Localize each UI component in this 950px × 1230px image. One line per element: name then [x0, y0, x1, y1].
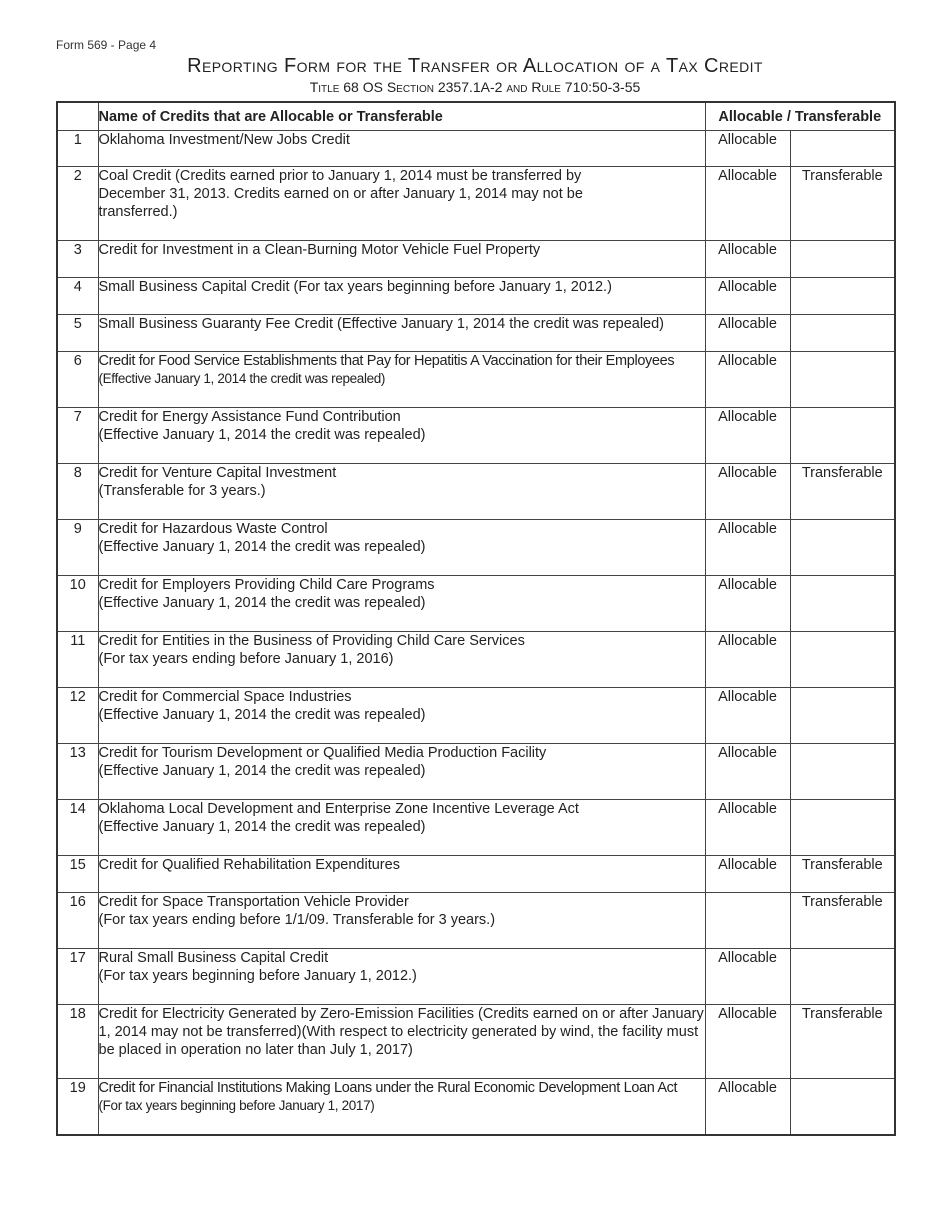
- table-row: [57, 800, 895, 856]
- row-number: 9: [57, 520, 98, 576]
- credit-name: Credit for Entities in the Business of Providing Child Care Services: [98, 633, 525, 649]
- credit-name: Credit for Space Transportation Vehicle Provider: [98, 894, 409, 910]
- allocable-cell: Allocable: [705, 688, 790, 744]
- table-row: [57, 744, 895, 800]
- credit-name-cell: [98, 688, 705, 744]
- credit-name-cell: [98, 800, 705, 856]
- credit-name: Credit for Venture Capital Investment: [98, 465, 337, 481]
- row-number: 15: [57, 856, 98, 893]
- row-number: 11: [57, 632, 98, 688]
- credit-name-cell: [98, 744, 705, 800]
- transferable-cell: Transferable: [790, 167, 895, 241]
- allocable-cell: Allocable: [705, 131, 790, 167]
- table-row: [57, 315, 895, 352]
- credit-name-cell: [98, 278, 705, 315]
- transferable-cell: [790, 1079, 895, 1135]
- credit-name-cell: [98, 241, 705, 278]
- page-label: Form 569 - Page 4: [56, 38, 157, 52]
- allocable-cell: Allocable: [705, 800, 790, 856]
- row-number: 6: [57, 352, 98, 408]
- table-row: [57, 632, 895, 688]
- credit-note: (For tax years beginning before January 1, 2012.): [98, 968, 417, 984]
- allocable-cell: Allocable: [705, 167, 790, 241]
- row-number: 13: [57, 744, 98, 800]
- allocable-cell: Allocable: [705, 520, 790, 576]
- credit-name: Credit for Investment in a Clean-Burning Motor Vehicle Fuel Property: [98, 242, 541, 258]
- credit-note: (Effective January 1, 2014 the credit was repealed): [98, 371, 386, 386]
- credit-name: Oklahoma Investment/New Jobs Credit: [98, 132, 350, 148]
- table-row: [57, 1005, 895, 1079]
- row-number: 18: [57, 1005, 98, 1079]
- allocable-cell: Allocable: [705, 632, 790, 688]
- transferable-cell: [790, 576, 895, 632]
- credit-note: (Effective January 1, 2014 the credit was repealed): [98, 539, 426, 555]
- credit-name-cell: [98, 131, 705, 167]
- credit-note: (Effective January 1, 2014 the credit was repealed): [98, 427, 426, 443]
- table-row: [57, 576, 895, 632]
- credit-name: Small Business Guaranty Fee Credit (Effective January 1, 2014 the credit was repealed): [98, 316, 665, 332]
- transferable-cell: [790, 315, 895, 352]
- credit-name: Small Business Capital Credit (For tax years beginning before January 1, 2012.): [98, 279, 612, 295]
- credit-name-cell: [98, 1005, 705, 1079]
- table-row: [57, 408, 895, 464]
- transferable-cell: Transferable: [790, 893, 895, 949]
- transferable-cell: [790, 800, 895, 856]
- credit-name-cell: [98, 949, 705, 1005]
- table-row: [57, 352, 895, 408]
- table-row: [57, 893, 895, 949]
- table-row: [57, 856, 895, 893]
- credit-name: Credit for Financial Institutions Making Loans under the Rural Economic Development Loan Act: [98, 1080, 678, 1096]
- allocable-cell: Allocable: [705, 1079, 790, 1135]
- allocable-cell: Allocable: [705, 408, 790, 464]
- credit-name: Oklahoma Local Development and Enterprise Zone Incentive Leverage Act: [98, 801, 579, 817]
- allocable-cell: Allocable: [705, 241, 790, 278]
- column-header-number: [57, 102, 98, 131]
- transferable-cell: [790, 520, 895, 576]
- row-number: 4: [57, 278, 98, 315]
- credit-name: Credit for Commercial Space Industries: [98, 689, 352, 705]
- table-row: [57, 131, 895, 167]
- row-number: 19: [57, 1079, 98, 1135]
- credit-name: Credit for Electricity Generated by Zero-Emission Facilities (Credits earned on or after January 1, 2014 may not be transferred)(With respect to electricity generated by wind, the facility must be placed in operation no later than July 1, 2017): [98, 1006, 704, 1058]
- credit-note: (For tax years beginning before January 1, 2017): [98, 1098, 375, 1113]
- allocable-cell: Allocable: [705, 1005, 790, 1079]
- form-subtitle: Title 68 OS Section 2357.1A-2 and Rule 710:50-3-55: [309, 79, 641, 95]
- credit-name: Credit for Employers Providing Child Care Programs: [98, 577, 435, 593]
- allocable-cell: Allocable: [705, 315, 790, 352]
- credit-name: Credit for Tourism Development or Qualified Media Production Facility: [98, 745, 547, 761]
- transferable-cell: Transferable: [790, 856, 895, 893]
- credit-note: (Effective January 1, 2014 the credit was repealed): [98, 819, 426, 835]
- credit-name: Coal Credit (Credits earned prior to January 1, 2014 must be transferred by December 31, 2013. Credits earned on or after January 1, 2014 may not be transferred.): [98, 168, 583, 220]
- table-row: [57, 278, 895, 315]
- transferable-cell: Transferable: [790, 464, 895, 520]
- credit-note: (Effective January 1, 2014 the credit was repealed): [98, 595, 426, 611]
- row-number: 14: [57, 800, 98, 856]
- credit-name-cell: [98, 408, 705, 464]
- row-number: 10: [57, 576, 98, 632]
- table-row: [57, 167, 895, 241]
- credit-note: (Transferable for 3 years.): [98, 483, 266, 499]
- row-number: 2: [57, 167, 98, 241]
- row-number: 7: [57, 408, 98, 464]
- transferable-cell: [790, 408, 895, 464]
- credit-note: (Effective January 1, 2014 the credit was repealed): [98, 763, 426, 779]
- table-row: [57, 520, 895, 576]
- credit-name-cell: [98, 352, 705, 408]
- credit-name-cell: [98, 520, 705, 576]
- transferable-cell: [790, 949, 895, 1005]
- transferable-cell: [790, 744, 895, 800]
- credit-note: (For tax years ending before 1/1/09. Transferable for 3 years.): [98, 912, 496, 928]
- credit-name: Credit for Food Service Establishments that Pay for Hepatitis A Vaccination for their Employees: [98, 353, 675, 369]
- allocable-cell: Allocable: [705, 856, 790, 893]
- credit-name: Rural Small Business Capital Credit: [98, 950, 329, 966]
- transferable-cell: [790, 632, 895, 688]
- table-row: [57, 688, 895, 744]
- row-number: 8: [57, 464, 98, 520]
- transferable-cell: [790, 278, 895, 315]
- credit-note: (Effective January 1, 2014 the credit was repealed): [98, 707, 426, 723]
- table-row: [57, 1079, 895, 1135]
- allocable-cell: [705, 893, 790, 949]
- allocable-cell: Allocable: [705, 949, 790, 1005]
- allocable-cell: Allocable: [705, 278, 790, 315]
- allocable-cell: Allocable: [705, 576, 790, 632]
- table-row: [57, 241, 895, 278]
- row-number: 12: [57, 688, 98, 744]
- row-number: 5: [57, 315, 98, 352]
- credit-name-cell: [98, 576, 705, 632]
- table-header-row: [57, 102, 895, 131]
- allocable-cell: Allocable: [705, 352, 790, 408]
- form-title: Reporting Form for the Transfer or Allocation of a Tax Credit: [187, 55, 763, 77]
- transferable-cell: [790, 352, 895, 408]
- table-row: [57, 464, 895, 520]
- credit-note: (For tax years ending before January 1, 2016): [98, 651, 394, 667]
- transferable-cell: [790, 241, 895, 278]
- credit-name-cell: [98, 856, 705, 893]
- row-number: 16: [57, 893, 98, 949]
- transferable-cell: [790, 131, 895, 167]
- credit-name-cell: [98, 1079, 705, 1135]
- transferable-cell: [790, 688, 895, 744]
- credit-name: Credit for Qualified Rehabilitation Expenditures: [98, 857, 400, 873]
- row-number: 3: [57, 241, 98, 278]
- column-header-name: Name of Credits that are Allocable or Transferable: [98, 102, 705, 131]
- transferable-cell: Transferable: [790, 1005, 895, 1079]
- credit-name-cell: [98, 167, 705, 241]
- credits-table: [56, 101, 896, 1136]
- credit-name-cell: [98, 315, 705, 352]
- credit-name-cell: [98, 632, 705, 688]
- column-header-allocable-transferable: Allocable / Transferable: [705, 102, 895, 131]
- row-number: 1: [57, 131, 98, 167]
- allocable-cell: Allocable: [705, 464, 790, 520]
- row-number: 17: [57, 949, 98, 1005]
- credit-name-cell: [98, 464, 705, 520]
- allocable-cell: Allocable: [705, 744, 790, 800]
- credit-name: Credit for Hazardous Waste Control: [98, 521, 328, 537]
- credit-name-cell: [98, 893, 705, 949]
- credit-name: Credit for Energy Assistance Fund Contribution: [98, 409, 401, 425]
- table-row: [57, 949, 895, 1005]
